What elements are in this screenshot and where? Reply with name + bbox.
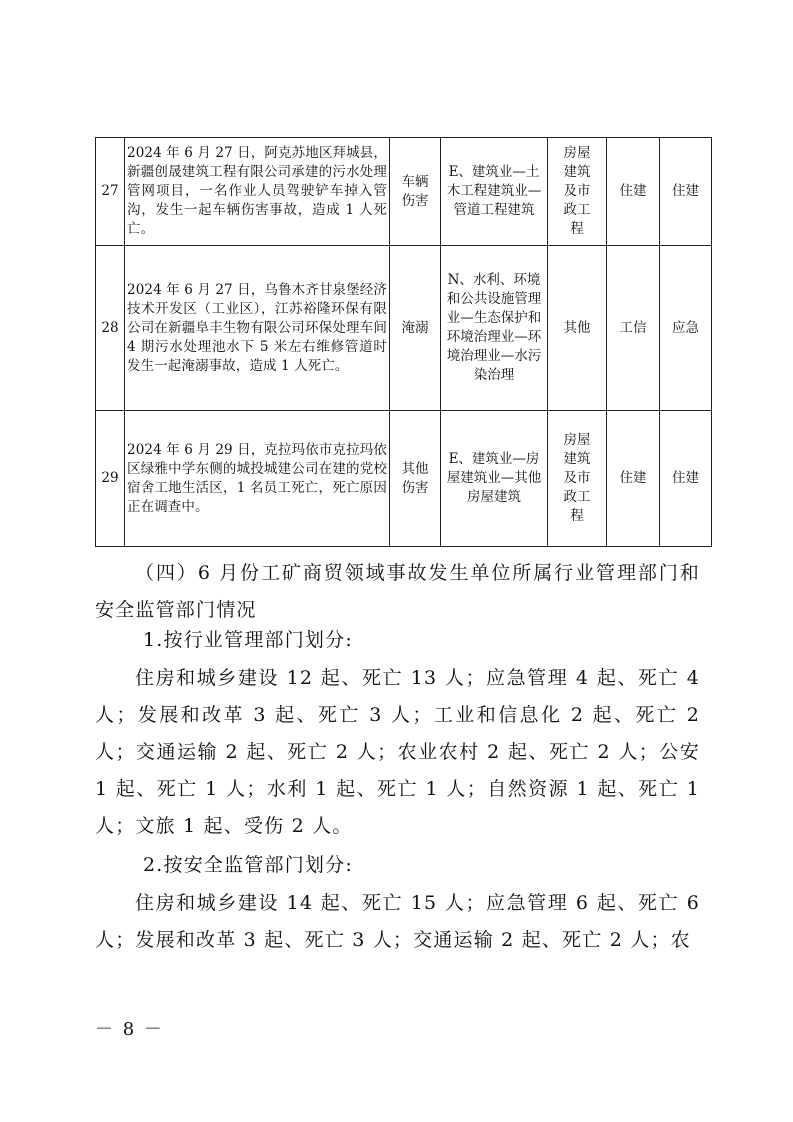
table-row — [96, 246, 712, 411]
industry-dept: 工信 — [607, 246, 660, 411]
safety-dept: 住建 — [660, 138, 712, 246]
row-number: 29 — [96, 411, 125, 547]
industry-manager: 房屋建筑及市政工程 — [563, 432, 591, 524]
section-heading: （四）6 月份工矿商贸领域事故发生单位所属行业管理部门和安全监管部门情况 — [95, 562, 700, 621]
industry-category: N、水利、环境和公共设施管理业—生态保护和环境治理业—环境治理业—水污染治理 — [446, 272, 542, 383]
industry-breakdown-paragraph: 住房和城乡建设 12 起、死亡 13 人；应急管理 4 起、死亡 4 人；发展和改革 3 起、死亡 3 人；工业和信息化 2 起、死亡 2 人；交通运输 2 起、死亡 2 人；农业农村 2 起、死亡 2 人；公安 1 起、死亡 1 人；水利 1 起、死亡 1 人；自然资源 1 起、死亡 1 人；文旅 1 起、受伤 2 人。 — [95, 667, 700, 837]
accident-description: 2024 年 6 月 29 日，克拉玛依市克拉玛依区绿雅中学东侧的城投城建公司在建的党校宿舍工地生活区，1 名员工死亡，死亡原因正在调查中。 — [125, 411, 390, 547]
safety-breakdown-paragraph: 住房和城乡建设 14 起、死亡 15 人；应急管理 6 起、死亡 6 人；发展和改革 3 起、死亡 3 人；交通运输 2 起、死亡 2 人；农 — [95, 892, 700, 951]
industry-manager: 其他 — [563, 319, 591, 336]
accident-type: 车辆伤害 — [401, 173, 429, 209]
row-number: 28 — [96, 246, 125, 411]
table-row — [96, 138, 712, 246]
safety-dept: 住建 — [660, 411, 712, 547]
safety-dept: 应急 — [660, 246, 712, 411]
row-number: 27 — [96, 138, 125, 246]
accident-description: 2024 年 6 月 27 日，阿克苏地区拜城县，新疆创晟建筑工程有限公司承建的污水处理管网项目，一名作业人员驾驶铲车掉入管沟，发生一起车辆伤害事故，造成 1 人死亡。 — [125, 138, 390, 246]
industry-dept: 住建 — [607, 138, 660, 246]
accident-description: 2024 年 6 月 27 日，乌鲁木齐甘泉堡经济技术开发区（工业区），江苏裕隆环保有限公司在新疆阜丰生物有限公司环保处理车间 4 期污水处理池水下 5 米左右维修管道时发生一起淹溺事故，造成 1 人死亡。 — [125, 246, 390, 411]
industry-dept: 住建 — [607, 411, 660, 547]
subsection-safety-title: 2.按安全监管部门划分: — [143, 854, 353, 876]
subsection-industry-title: 1.按行业管理部门划分: — [143, 629, 353, 651]
industry-manager: 房屋建筑及市政工程 — [563, 145, 591, 237]
page-number: － 8 － — [95, 1019, 164, 1040]
accident-type: 其他伤害 — [401, 460, 429, 496]
table-row — [96, 411, 712, 547]
accident-table — [95, 137, 712, 547]
industry-category: E、建筑业—土木工程建筑业—管道工程建筑 — [446, 164, 542, 218]
accident-type: 淹溺 — [401, 319, 429, 336]
industry-category: E、建筑业—房屋建筑业—其他房屋建筑 — [446, 451, 542, 505]
